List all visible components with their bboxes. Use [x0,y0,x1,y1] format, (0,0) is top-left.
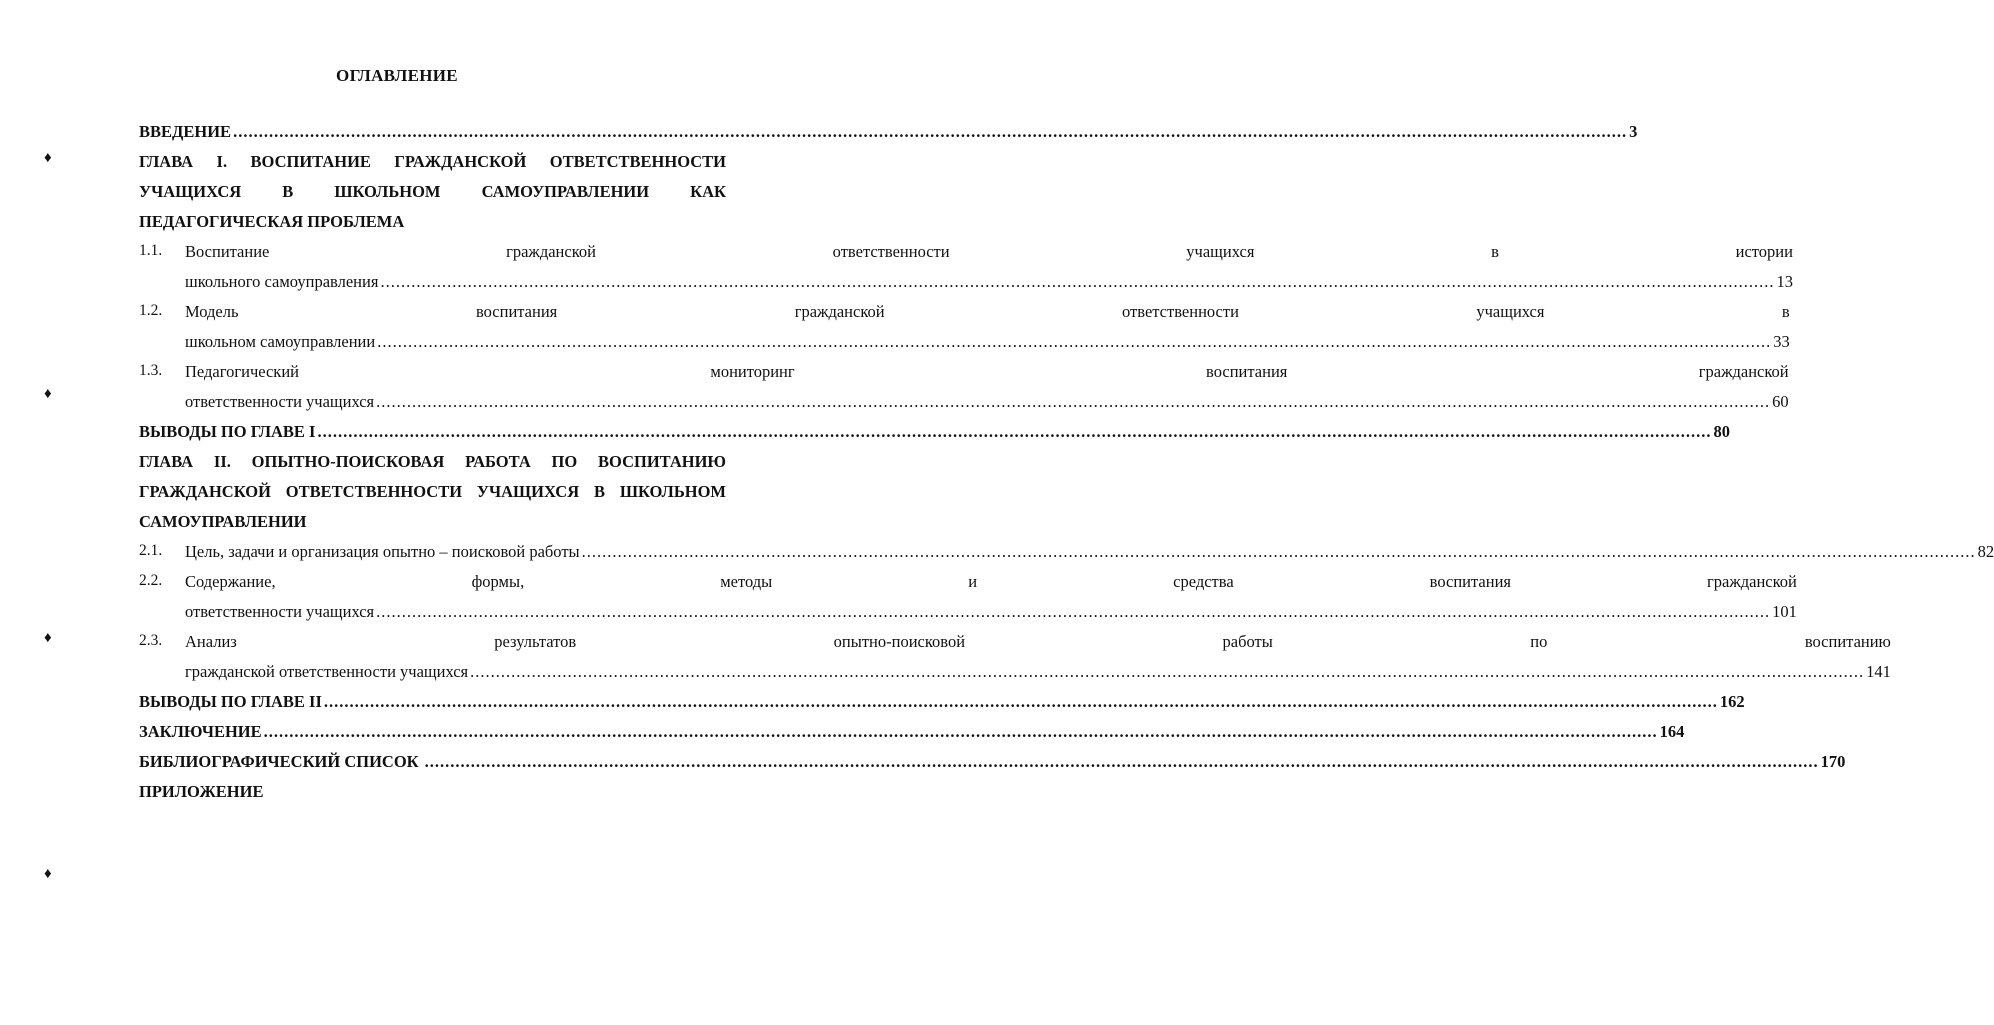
section-title-line: Цель, задачи и организация опытно – поисковой работы [185,542,580,561]
section-number: 2.2. [139,572,163,589]
dot-leader [380,272,1774,292]
dot-leader [233,122,1627,142]
toc-page-number: 33 [1773,332,1790,351]
chapter-heading-line: ГЛАВА II. ОПЫТНО-ПОИСКОВАЯ РАБОТА ПО ВОСПИТАНИЮ [139,452,726,471]
toc-entry-section-2-3[interactable] [139,632,1891,692]
table-of-contents [139,122,1994,812]
section-title-line: Воспитание гражданской ответственности учащихся в истории [185,242,1793,261]
section-title-line: Анализ результатов опытно-поисковой работы по воспитанию [185,632,1891,651]
chapter-heading-line: ГЛАВА I. ВОСПИТАНИЕ ГРАЖДАНСКОЙ ОТВЕТСТВЕННОСТИ [139,152,726,171]
dot-leader [376,392,1770,412]
toc-entry-chapter-2[interactable] [139,452,726,542]
toc-page-number: 141 [1866,662,1891,681]
toc-entry-conclusions-1[interactable] [139,422,1730,452]
toc-entry-section-2-1[interactable] [139,542,1994,572]
toc-page-number: 170 [1820,752,1846,771]
toc-page-number: 13 [1776,272,1793,291]
toc-entry-text: ВВЕДЕНИЕ [139,122,232,141]
toc-entry-chapter-1[interactable] [139,152,726,242]
section-number: 2.3. [139,632,163,649]
toc-entry-text: ЗАКЛЮЧЕНИЕ [139,722,262,741]
punch-hole-mark-icon: ♦ [44,630,52,646]
section-number: 1.1. [139,242,163,259]
toc-page-number: 162 [1719,692,1745,711]
section-title-line: гражданской ответственности учащихся [185,662,469,681]
toc-entry-section-2-2[interactable] [139,572,1797,632]
punch-hole-mark-icon: ♦ [44,150,52,166]
dot-leader [377,332,1771,352]
toc-page-number: 101 [1772,602,1797,621]
section-number: 1.2. [139,302,163,319]
toc-entry-conclusion[interactable] [139,722,1685,752]
dot-leader [264,722,1658,742]
toc-page-number: 82 [1977,542,1994,561]
dot-leader [425,752,1819,772]
dot-leader [376,602,1770,622]
chapter-heading-line: УЧАЩИХСЯ В ШКОЛЬНОМ САМОУПРАВЛЕНИИ КАК [139,182,726,201]
toc-page-number: 60 [1772,392,1789,411]
chapter-heading-line: ПЕДАГОГИЧЕСКАЯ ПРОБЛЕМА [139,212,405,231]
dot-leader [317,422,1711,442]
section-title-line: Модель воспитания гражданской ответственности учащихся в [185,302,1790,321]
punch-hole-mark-icon: ♦ [44,386,52,402]
toc-page-number: 80 [1713,422,1730,441]
chapter-heading-line: САМОУПРАВЛЕНИИ [139,512,307,531]
toc-entry-appendix[interactable] [139,782,726,812]
section-title-line: школьном самоуправлении [185,332,376,351]
section-title-line: Содержание, формы, методы и средства воспитания гражданской [185,572,1797,591]
section-title-line: ответственности учащихся [185,392,375,411]
dot-leader [324,692,1718,712]
dot-leader [582,542,1976,562]
toc-entry-section-1-3[interactable] [139,362,1789,422]
section-title-line: ответственности учащихся [185,602,375,621]
dot-leader [470,662,1864,682]
toc-entry-text: БИБЛИОГРАФИЧЕСКИЙ СПИСОК [139,752,419,771]
toc-entry-bibliography[interactable] [139,752,1846,782]
toc-page-number: 3 [1629,122,1638,141]
toc-entry-intro[interactable] [139,122,1638,152]
punch-hole-mark-icon: ♦ [44,866,52,882]
toc-page-number: 164 [1659,722,1685,741]
section-number: 2.1. [139,542,163,559]
section-title-line: школьного самоуправления [185,272,379,291]
section-number: 1.3. [139,362,163,379]
section-title-line: Педагогический мониторинг воспитания гражданской [185,362,1789,381]
toc-entry-text: ВЫВОДЫ ПО ГЛАВЕ II [139,692,322,711]
page-title: ОГЛАВЛЕНИЕ [336,66,458,85]
chapter-heading-line: ГРАЖДАНСКОЙ ОТВЕТСТВЕННОСТИ УЧАЩИХСЯ В ШКОЛЬНОМ [139,482,726,501]
toc-entry-section-1-2[interactable] [139,302,1790,362]
toc-entry-conclusions-2[interactable] [139,692,1745,722]
toc-entry-text: ВЫВОДЫ ПО ГЛАВЕ I [139,422,316,441]
toc-entry-text: ПРИЛОЖЕНИЕ [139,782,264,801]
toc-entry-section-1-1[interactable] [139,242,1793,302]
